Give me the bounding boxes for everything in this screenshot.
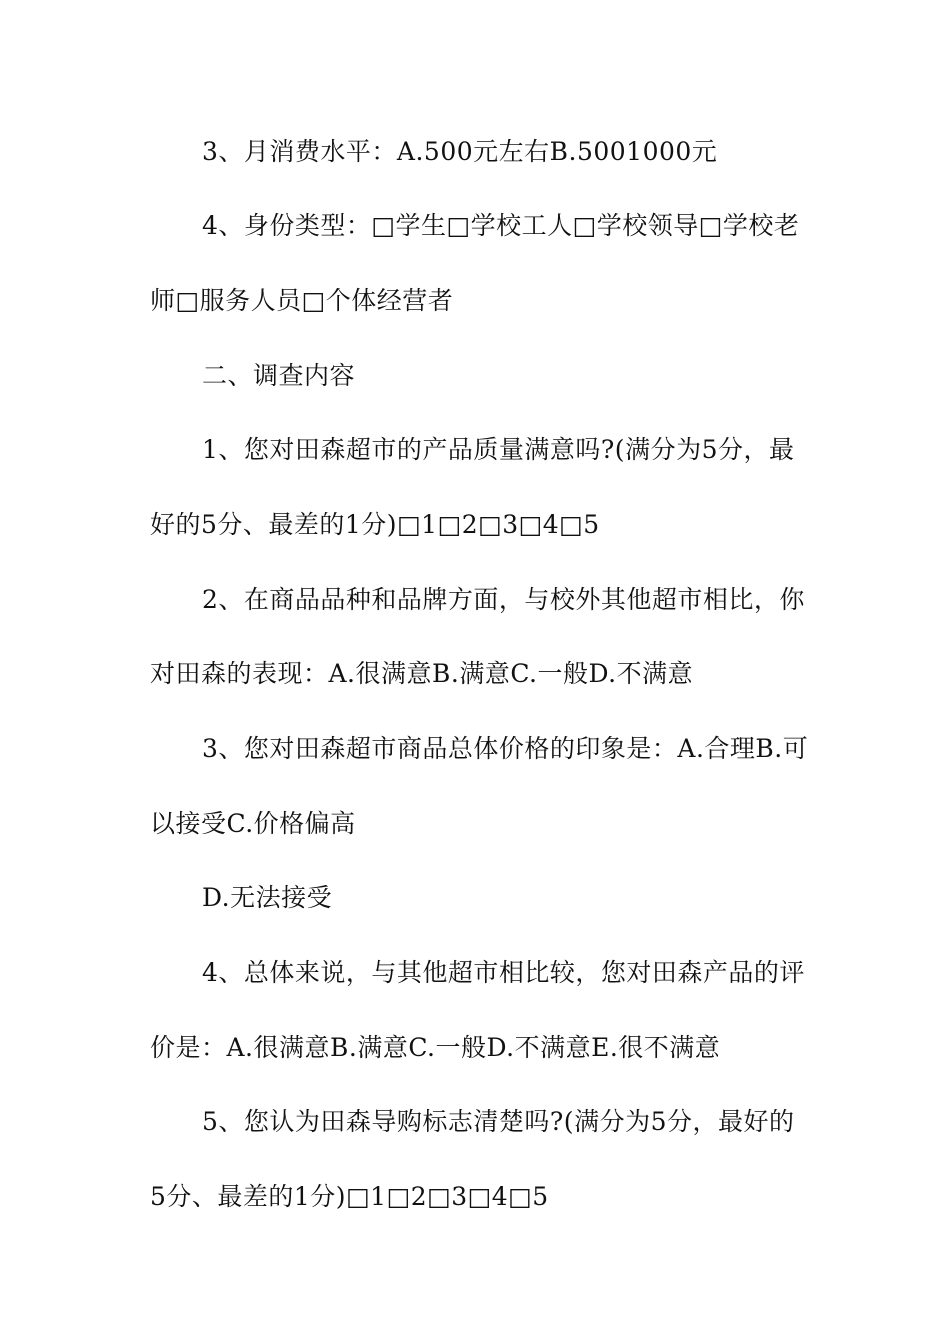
survey-item-monthly-spending: 3、月消费水平：A.500元左右B.5001000元 <box>202 137 718 166</box>
question-5-signage: 5、您认为田森导购标志清楚吗?(满分为5分，最好的 <box>202 1107 795 1136</box>
question-5-signage-cont: 5分、最差的1分)□1□2□3□4□5 <box>150 1182 549 1211</box>
question-3-price-cont: 以接受C.价格偏高 <box>150 809 356 838</box>
question-3-price: 3、您对田森超市商品总体价格的印象是：A.合理B.可 <box>202 734 809 763</box>
question-4-overall: 4、总体来说，与其他超市相比较，您对田森产品的评 <box>202 958 805 987</box>
question-2-variety: 2、在商品品种和品牌方面，与校外其他超市相比，你 <box>202 585 805 614</box>
question-1-quality: 1、您对田森超市的产品质量满意吗?(满分为5分，最 <box>202 435 795 464</box>
question-3-price-option-d: D.无法接受 <box>202 883 333 912</box>
question-2-variety-cont: 对田森的表现：A.很满意B.满意C.一般D.不满意 <box>150 659 694 688</box>
section-heading-survey-content: 二、调查内容 <box>202 361 356 390</box>
survey-item-identity-type-cont: 师□服务人员□个体经营者 <box>150 286 454 315</box>
question-1-quality-cont: 好的5分、最差的1分)□1□2□3□4□5 <box>150 510 600 539</box>
question-4-overall-cont: 价是：A.很满意B.满意C.一般D.不满意E.很不满意 <box>150 1033 721 1062</box>
survey-item-identity-type: 4、身份类型：□学生□学校工人□学校领导□学校老 <box>202 211 800 240</box>
